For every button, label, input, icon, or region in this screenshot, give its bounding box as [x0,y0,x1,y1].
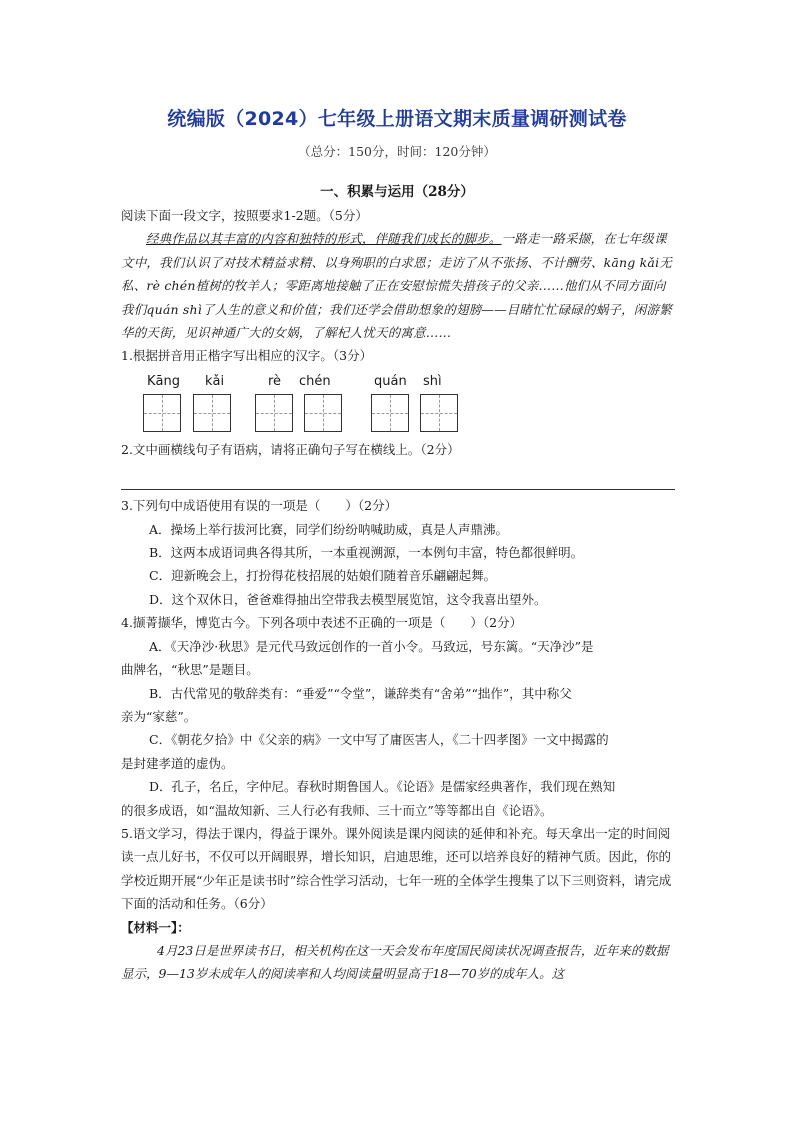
pinyin-label: Kāng [147,373,180,389]
writing-cell[interactable] [193,394,231,432]
option-a: A．操场上举行拔河比赛，同学们纷纷呐喊助威，真是人声鼎沸。 [149,521,509,537]
question-5: 5.语文学习，得法于课内，得益于课外。课外阅读是课内阅读的延伸和补充。每天拿出一定的时间阅读一点儿好书，不仅可以开阔眼界，增长知识，启迪思维，还可以培养良好的精神气质。因此，你的学校近期开展“少年正是读书时”综合性学习活动，七年一班的全体学生搜集了以下三则资料，请完成下面的活动和任务。（6分） [121,825,672,912]
option-a-cont: 曲牌名，“秋思”是题目。 [121,662,259,678]
reading-intro: 阅读下面一段文字，按照要求1-2题。（5分） [121,208,368,223]
option-d: D．孔子，名丘，字仲尼。春秋时期鲁国人。《论语》是儒家经典著作，我们现在熟知 [149,779,616,795]
writing-cell[interactable] [371,394,409,432]
writing-cell[interactable] [255,394,293,432]
page-title: 统编版（2024）七年级上册语文期末质量调研测试卷 [167,108,627,130]
question-2: 2.文中画横线句子有语病，请将正确句子写在横线上。（2分） [121,441,460,457]
writing-cell[interactable] [420,394,458,432]
material-body: 4月23日是世界读书日，相关机构在这一天会发布年度国民阅读状况调查报告，近年来的数据显示，9—13岁未成年人的阅读率和人均阅读量明显高于18—70岁的成年人。这 [121,942,669,982]
page-subtitle: （总分：150分，时间：120分钟） [298,144,496,159]
reading-passage [121,227,675,344]
option-a: A．《天净沙·秋思》是元代马致远创作的一首小令。马致远，号东篱。“天净沙”是 [149,638,594,654]
material-title: 【材料一】： [121,919,190,935]
writing-cell[interactable] [143,394,181,432]
underlined-sentence: 经典作品以其丰富的内容和独特的形式，伴随我们成长的脚步。 [146,231,502,247]
pinyin-label: quán [374,373,407,389]
writing-cell[interactable] [304,394,342,432]
pinyin-label: shì [423,373,442,389]
option-c: C．《朝花夕拾》中《父亲的病》一文中写了庸医害人，《二十四孝图》一文中揭露的 [149,732,609,748]
exam-content [121,204,675,986]
pinyin-label: chén [299,373,331,389]
section-heading: 一、积累与运用（28分） [320,184,474,200]
pinyin-label: kǎi [205,373,225,389]
pinyin-row [121,370,675,390]
passage-rest: 一路走一路采撷，在七年级课文中，我们认识了对技术精益求精、以身殉职的白求恩；走访了从不张扬、不计酬劳、kāng kǎi无私、rè chén植树的牧羊人；零距离地接触了正在安慰惊慌失措孩子的父亲……他们从不同方面向我们quán shì了人生的意义和价值；我们还学会借助想象的翅膀——目睹忙忙碌碌的蜗子，闲游繁华的天街，见识神通广大的女娲，了解杞人忧天的寓意…… [121,231,672,341]
option-d: D．这个双休日，爸爸难得抽出空带我去模型展览馆，这令我喜出望外。 [149,591,547,607]
option-b-cont: 亲为“家慈”。 [121,708,197,724]
writing-grid-row [121,390,675,438]
question-1: 1.根据拼音用正楷字写出相应的汉字。（3分） [121,348,373,364]
answer-line[interactable] [121,461,675,490]
option-b: B．这两本成语词典各得其所，一本重视溯源，一本例句丰富，特色都很鲜明。 [149,545,584,561]
option-b: B．古代常见的敬辞类有：“垂爱”“令堂”，谦辞类有“舍弟”“拙作”，其中称父 [149,685,572,701]
option-c: C．迎新晚会上，打扮得花枝招展的姑娘们随着音乐翩翩起舞。 [149,568,497,584]
option-c-cont: 是封建孝道的虚伪。 [121,755,234,771]
option-d-cont: 的很多成语，如“温故知新、三人行必有我师、三十而立”等等都出自《论语》。 [121,802,553,818]
pinyin-label: rè [268,373,282,389]
question-4: 4.撷菁撷华，博览古今。下列各项中表述不正确的一项是（ ）（2分） [121,615,523,631]
question-3: 3.下列句中成语使用有误的一项是（ ）（2分） [121,498,398,514]
